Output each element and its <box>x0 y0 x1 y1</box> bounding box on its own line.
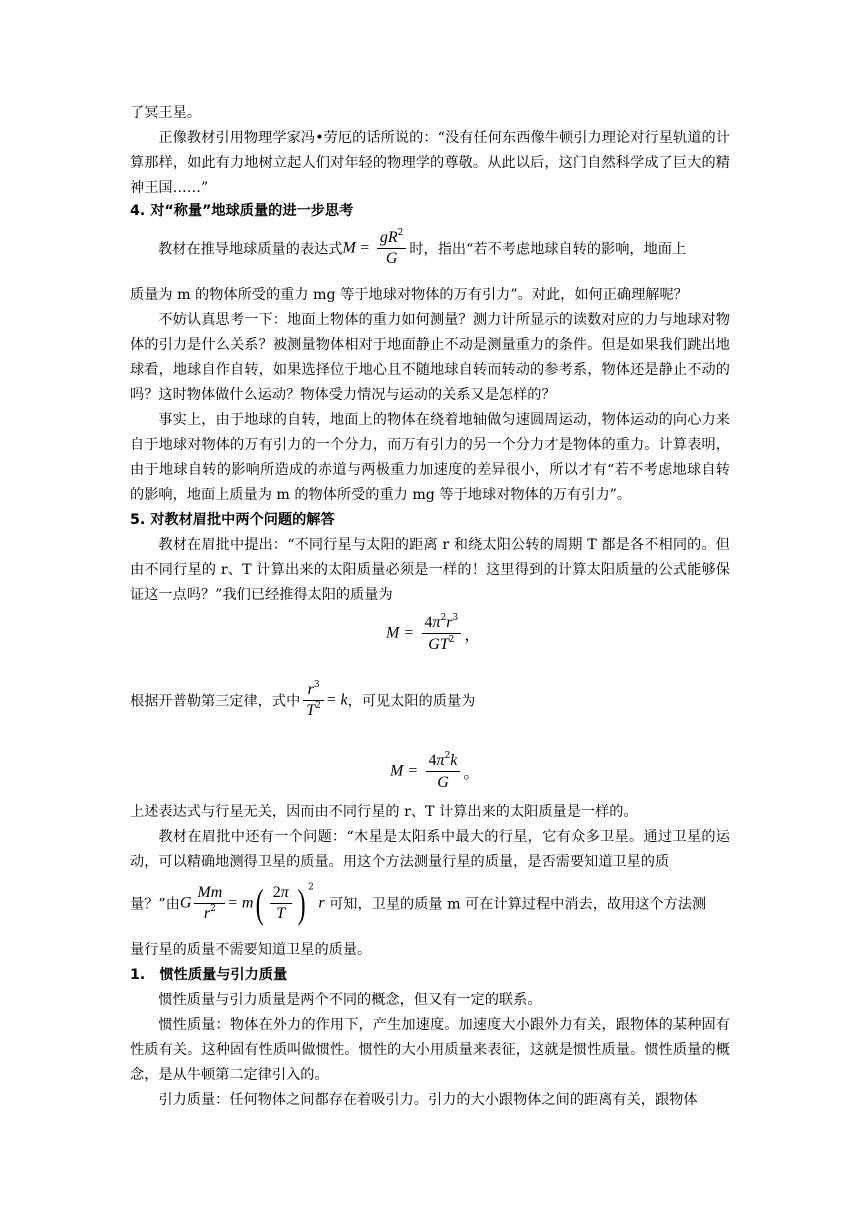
math-m: m <box>210 884 223 901</box>
earth-mass-line-pre: 教材在推导地球质量的表达式 <box>158 241 343 258</box>
term-gravitational-mass: 引力质量： <box>158 1092 230 1108</box>
math-sup-2: 2 <box>440 613 447 623</box>
equation-sun-mass-k <box>390 750 479 793</box>
math-r: r <box>446 614 453 631</box>
math-equals: = <box>404 624 414 642</box>
math-R: R <box>387 229 398 246</box>
fraction-gR2-over-G <box>377 228 407 269</box>
earth-mass-line-post: 时，指出“若不考虑地球自转的影响，地面上 <box>409 241 687 258</box>
math-4: 4 <box>424 614 433 631</box>
math-sup-2: 2 <box>444 751 451 761</box>
term-inertial-mass: 惯性质量： <box>158 1017 230 1033</box>
paragraph-inertial-mass <box>130 1013 730 1088</box>
paragraph-marginal-question-1: 教材在眉批中提出：“不同行星与太阳的距离 r 和绕太阳公转的周期 T 都是各不相同的。但由不同行星的 r、T 计算出来的太阳质量必须是一样的！这里得到的计算太阳质量的公式能够保证这一点吗？”我们已经推得太阳的质量为 <box>130 537 730 603</box>
gravitation-line-pre: 量？”由 <box>130 896 180 913</box>
math-G: G <box>428 636 440 653</box>
math-G: G <box>385 250 398 267</box>
math-pi: π <box>436 752 445 769</box>
math-M: M <box>342 239 356 257</box>
fraction-4pi2k-over-G <box>426 750 461 793</box>
math-r: r <box>307 681 314 698</box>
kepler-line <box>130 680 730 721</box>
math-G: G <box>179 894 192 912</box>
paragraph-gravity-statement: 质量为 m 的物体所受的重力 mg 等于地球对物体的万有引力”。对此，如何正确理解呢？ <box>130 287 688 303</box>
inertial-mass-text: 物体在外力的作用下，产生加速度。加速度大小跟外力有关，跟物体的某种固有性质有关。这种固有性质叫做惯性。惯性的大小用质量来表征，这就是惯性质量。惯性质量的概念，是从牛顿第二定律引入的。 <box>130 1017 730 1083</box>
math-equals: = <box>360 239 370 257</box>
equation-2-period: 。 <box>463 763 480 782</box>
math-equals: = <box>228 894 238 912</box>
paragraph-laue-quote: 正像教材引用物理学家冯•劳厄的话所说的：“没有任何东西像牛顿引力理论对行星轨道的计算那样，如此有力地树立起人们对年轻的物理学的尊敬。从此以后，这门自然科学成了巨大的精神王国……” <box>130 130 730 196</box>
section-5-heading: 5. 对教材眉批中两个问题的解答 <box>130 512 335 528</box>
math-r: r <box>203 905 211 922</box>
fraction-2pi-over-T <box>270 883 292 924</box>
math-sup-2: 2 <box>448 635 455 645</box>
math-sup-2: 2 <box>308 882 314 893</box>
math-T: T <box>276 905 286 922</box>
paragraph-mass-concepts: 惯性质量与引力质量是两个不同的概念，但又有一定的联系。 <box>158 992 542 1008</box>
kepler-line-post: ，可见太阳的质量为 <box>347 693 476 710</box>
math-T: T <box>306 702 316 719</box>
fraction-r3-over-T2 <box>303 680 324 721</box>
paragraph-fact: 事实上，由于地球的自转，地面上的物体在绕着地轴做匀速圆周运动，物体运动的向心力来自于地球对物体的万有引力的一个分力，而万有引力的另一个分力才是物体的重力。计算表明，由于地球自转的影响所造成的赤道与两极重力加速度的差异很小，所以才有“若不考虑地球自转的影响，地面上质量为 m 的物体所受的重力 mg 等于地球对物体的万有引力”。 <box>130 412 730 503</box>
paragraph-independent-of-planet: 上述表达式与行星无关，因而由不同行星的 r、T 计算出来的太阳质量是一样的。 <box>130 804 638 820</box>
math-sup-2: 2 <box>315 701 321 711</box>
gravitation-line <box>130 880 730 927</box>
math-g: g <box>379 229 388 246</box>
math-2: 2 <box>272 884 281 901</box>
section-4-heading: 4. 对“称量”地球质量的进一步思考 <box>130 203 354 219</box>
paragraph-gravitational-mass <box>130 1088 730 1113</box>
section-1-heading: 1. 惯性质量与引力质量 <box>130 967 288 983</box>
math-equals: = <box>326 691 336 709</box>
equation-1-comma: ， <box>464 625 481 644</box>
earth-mass-line <box>158 228 758 269</box>
paragraph-conclusion: 量行星的质量不需要知道卫星的质量。 <box>130 942 372 958</box>
math-equals: = <box>408 762 418 780</box>
math-sup-2: 2 <box>210 904 216 914</box>
math-sup-3: 3 <box>313 680 320 690</box>
equation-sun-mass-r-T <box>386 612 480 655</box>
math-M: M <box>390 762 404 780</box>
math-T: T <box>439 636 449 653</box>
right-paren: ) <box>297 881 306 926</box>
gravitational-mass-text: 任何物体之间都存在着吸引力。引力的大小跟物体之间的距离有关，跟物体 <box>229 1092 698 1108</box>
math-G: G <box>437 774 449 791</box>
math-M: M <box>197 884 211 901</box>
math-M: M <box>386 624 400 642</box>
paragraph-intro-end: 了冥王星。 <box>130 105 201 121</box>
kepler-line-pre: 根据开普勒第三定律，式中 <box>130 693 301 710</box>
fraction-4pi2r3-over-GT2 <box>422 612 462 655</box>
left-paren: ( <box>256 881 265 926</box>
math-r: r <box>318 894 325 912</box>
math-k: k <box>340 691 348 709</box>
math-sup-2: 2 <box>397 228 404 238</box>
paragraph-think: 不妨认真思考一下：地面上物体的重力如何测量？测力计所显示的读数对应的力与地球对物体的引力是什么关系？被测量物体相对于地面静止不动是测量重力的条件。但是如果我们跳出地球看，地球自作自转，如果选择位于地心且不随地球自转而转动的参考系，物体还是静止不动的吗？这时物体做什么运动？物体受力情况与运动的关系又是怎样的？ <box>130 312 730 403</box>
math-m: m <box>241 894 254 912</box>
gravitation-line-post: 可知，卫星的质量 m 可在计算过程中消去，故用这个方法测 <box>329 896 707 913</box>
math-4: 4 <box>428 752 437 769</box>
math-k: k <box>450 752 458 769</box>
math-pi: π <box>432 614 441 631</box>
paragraph-marginal-question-2: 教材在眉批中还有一个问题：“木星是太阳系中最大的行星，它有众多卫星。通过卫星的运动，可以精确地测得卫星的质量。用这个方法测量行星的质量，是否需要知道卫星的质 <box>130 829 730 870</box>
math-pi: π <box>280 884 289 901</box>
fraction-Mm-over-r2 <box>194 883 225 924</box>
math-sup-3: 3 <box>452 613 459 623</box>
